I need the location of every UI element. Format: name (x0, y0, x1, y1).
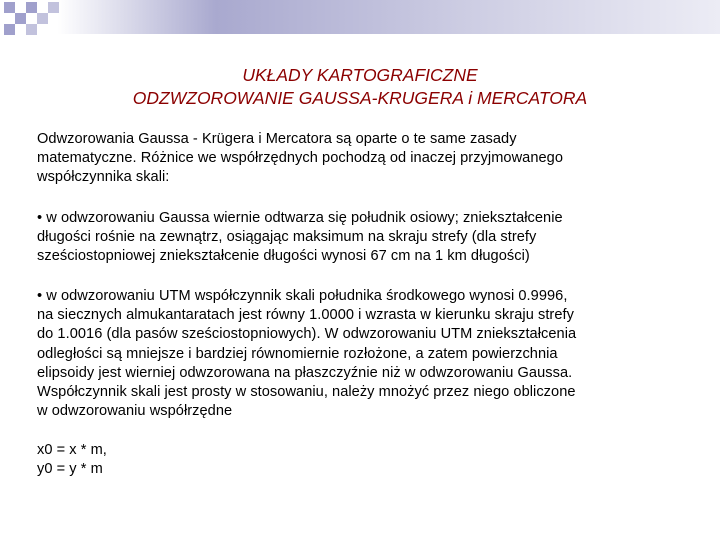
text-line: matematyczne. Różnice we współrzędnych pochodzą od inaczej przyjmowanego (37, 150, 563, 167)
intro-paragraph (37, 130, 563, 188)
text-line: do 1.0016 (dla pasów sześciostopniowych). W odwzorowaniu UTM zniekształcenia (37, 326, 577, 343)
title-line-1: UKŁADY KARTOGRAFICZNE (242, 65, 478, 85)
text-line: odległości są mniejsze i bardziej równomiernie rozłożone, a zatem powierzchnia (37, 345, 558, 362)
header-gradient-band (0, 0, 720, 34)
title-line-2: ODZWZOROWANIE GAUSSA-KRUGERA i MERCATORA (132, 88, 588, 108)
text-line: sześciostopniowej zniekształcenie długości wynosi 67 cm na 1 km długości) (37, 248, 530, 265)
formula-line: y0 = y * m (37, 461, 103, 478)
formula-block (37, 441, 107, 479)
text-line: Odwzorowania Gaussa - Krügera i Mercatora są oparte o te same zasady (37, 131, 517, 147)
text-line: • w odwzorowaniu Gaussa wiernie odtwarza się południk osiowy; zniekształcenie (37, 210, 563, 226)
text-line: • w odwzorowaniu UTM współczynnik skali południka środkowego wynosi 0.9996, (37, 288, 568, 304)
text-line: długości rośnie na zewnątrz, osiągając maksimum na skraju strefy (dla strefy (37, 229, 537, 246)
page-title (0, 64, 720, 110)
text-line: na siecznych almukantaratach jest równy 1.0000 i wzrasta w kierunku skraju strefy (37, 307, 574, 324)
bullet-paragraph-utm (37, 287, 576, 421)
text-line: współczynnika skali: (37, 169, 170, 186)
text-line: elipsoidy jest wierniej odwzorowana na płaszczyźnie niż w odwzorowaniu Gaussa. (37, 364, 573, 381)
formula-line: x0 = x * m, (37, 442, 107, 458)
text-line: Współczynnik skali jest prosty w stosowaniu, należy mnożyć przez niego obliczone (37, 384, 576, 401)
bullet-paragraph-gauss (37, 209, 563, 267)
text-line: w odwzorowaniu współrzędne (37, 403, 233, 420)
